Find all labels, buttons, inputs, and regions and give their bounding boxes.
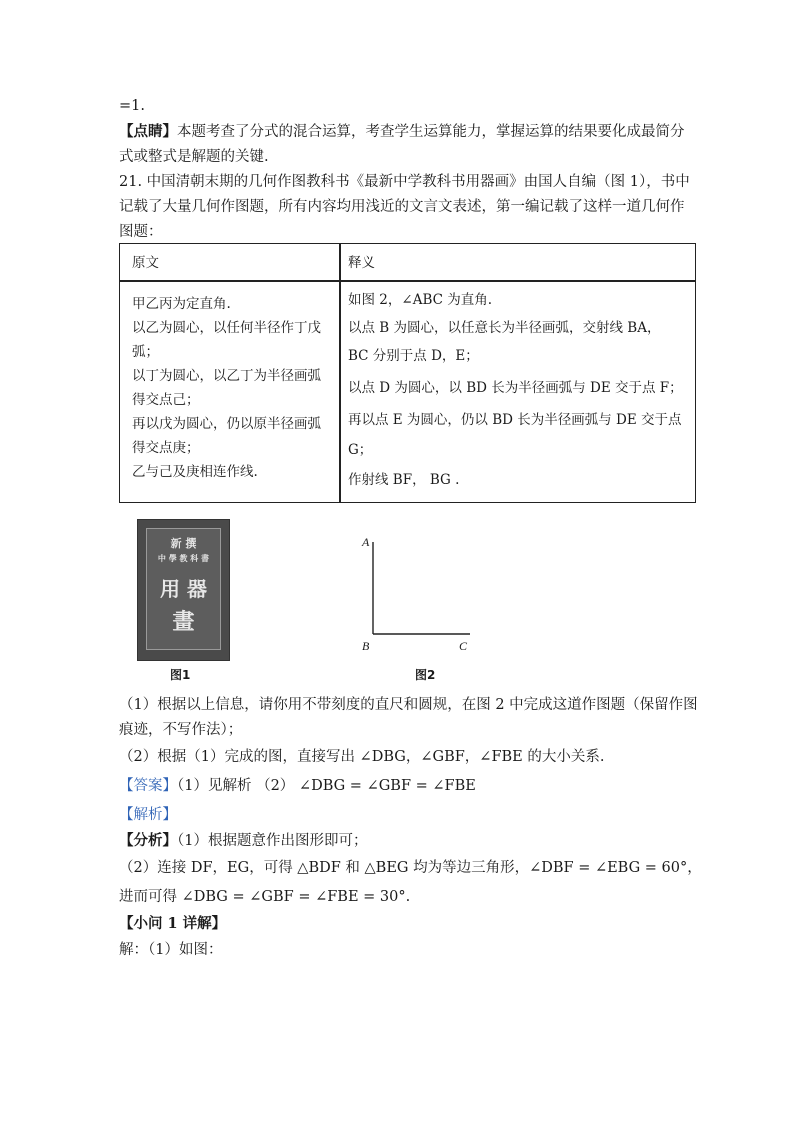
original-row: 乙与己及庚相连作线. xyxy=(132,464,258,480)
point-label-b: B xyxy=(362,639,370,653)
explanation-row: G； xyxy=(348,442,373,458)
cover-title-sub: 中 學 教 科 書 xyxy=(157,553,210,563)
analysis-text: （1）根据题意作出图形即可； xyxy=(177,833,368,849)
figure-1-caption: 图1 xyxy=(170,668,191,682)
explanation-row: 再以点 E 为圆心，仍以 BD 长为半径画弧与 DE 交于点 xyxy=(348,412,682,428)
explanation-row: 作射线 BF， BG . xyxy=(348,472,460,488)
cover-title-top: 新 撰 xyxy=(170,537,197,550)
point-label-a: A xyxy=(362,535,370,549)
analysis-tag: 【解析】 xyxy=(119,807,177,823)
text-line xyxy=(119,121,685,143)
answer-line xyxy=(119,775,476,797)
header-explanation: 释义 xyxy=(348,255,375,271)
original-row: 弧； xyxy=(132,344,159,360)
analysis-line xyxy=(119,830,367,852)
analysis-sub-tag: 【分析】 xyxy=(119,832,177,849)
explanation-row: 以点 D 为圆心，以 BD 长为半径画弧与 DE 交于点 F； xyxy=(348,380,683,396)
answer-tag: 【答案】 xyxy=(119,778,177,794)
question-21-line: 图题： xyxy=(119,224,163,240)
original-row: 以乙为圆心，以任何半径作丁戊 xyxy=(132,320,321,336)
part-1-line: 痕迹，不写作法）； xyxy=(119,722,243,738)
table-divider xyxy=(120,280,695,282)
explanation-row: 以点 B 为圆心，以任意长为半径画弧，交射线 BA， xyxy=(348,320,661,336)
part-1-line: （1）根据以上信息，请你用不带刻度的直尺和圆规，在图 2 中完成这道作图题（保留作图 xyxy=(119,697,698,713)
tip-text: 本题考查了分式的混合运算，考查学生运算能力，掌握运算的结果要化成最简分 xyxy=(177,124,685,140)
original-row: 甲乙丙为定直角. xyxy=(132,296,231,312)
explanation-row: 如图 2，∠ABC 为直角. xyxy=(348,292,493,308)
analysis-line: （2）连接 DF，EG，可得 △BDF 和 △BEG 均为等边三角形，∠DBF = ∠EBG = 60°， xyxy=(119,860,702,876)
figure-2-caption: 图2 xyxy=(415,668,436,682)
comparison-table xyxy=(119,243,696,503)
solution-line: 解：（1）如图： xyxy=(119,942,223,958)
sub-question-heading: 【小问 1 详解】 xyxy=(119,915,227,932)
analysis-line: 进而可得 ∠DBG = ∠GBF = ∠FBE = 30°. xyxy=(119,889,411,905)
original-row: 再以戊为圆心，仍以原半径画弧 xyxy=(132,416,321,432)
figure-1-book-cover xyxy=(137,519,230,661)
original-row: 得交点己； xyxy=(132,392,200,408)
book-cover-frame xyxy=(146,528,221,650)
explanation-row: BC 分别于点 D，E； xyxy=(348,348,479,364)
question-21-line: 21. 中国清朝末期的几何作图教科书《最新中学教科书用器画》由国人自编（图 1），书中 xyxy=(119,174,690,190)
original-row: 以丁为圆心，以乙丁为半径画弧 xyxy=(132,368,321,384)
cover-title-big: 畫 xyxy=(172,609,195,635)
answer-text: （1）见解析 （2） ∠DBG = ∠GBF = ∠FBE xyxy=(177,778,476,794)
cover-title-big: 用 器 xyxy=(160,577,207,601)
tip-tag: 【点睛】 xyxy=(119,123,177,140)
original-row: 得交点庚； xyxy=(132,440,200,456)
text-line: =1. xyxy=(119,98,145,114)
header-original: 原文 xyxy=(132,255,159,271)
question-21-line: 记载了大量几何作图题，所有内容均用浅近的文言文表述，第一编记载了这样一道几何作 xyxy=(119,199,685,215)
text-line: 式或整式是解题的关键. xyxy=(119,149,269,165)
table-divider xyxy=(339,244,341,502)
point-label-c: C xyxy=(459,639,468,653)
part-2-line: （2）根据（1）完成的图，直接写出 ∠DBG，∠GBF，∠FBE 的大小关系. xyxy=(119,749,605,765)
